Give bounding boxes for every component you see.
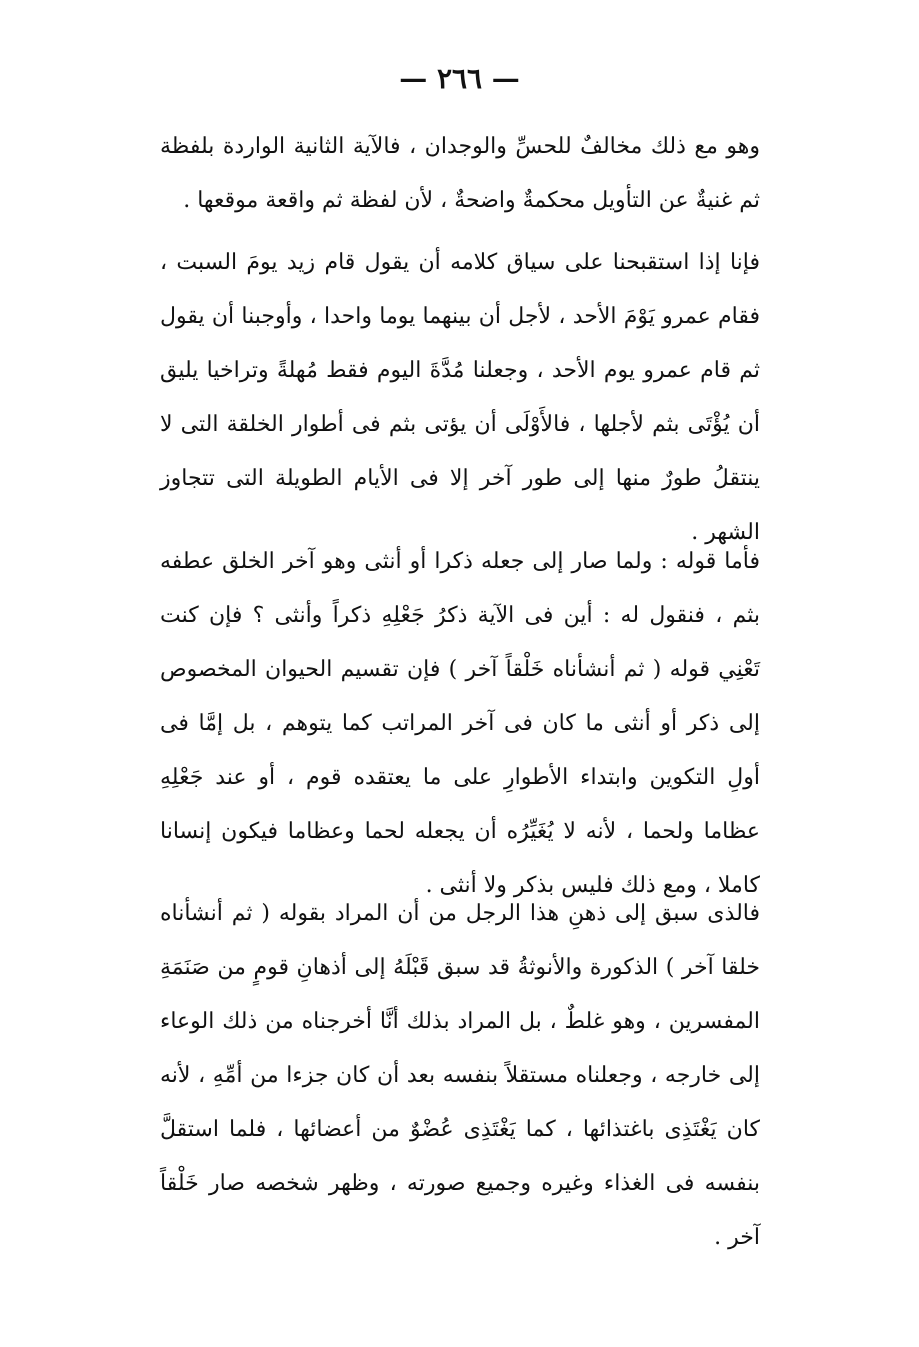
paragraph-3: فأما قوله : ولما صار إلى جعله ذكرا أو أنثى وهو آخر الخلق عطفه بثم ، فنقول له : أين فى الآية ذكرُ جَعْلِهِ ذكراً وأنثى ؟ فإن كنت تَعْنِي قوله ( ثم أنشأناه خَلْقاً آخر ) فإن تقسيم الحيوان المخصوص إلى ذكر أو أنثى ما كان فى آخر المراتب كما يتوهم ، بل إمَّا فى أولِ التكوين وابتداء الأطوارِ على ما يعتقده قوم ، أو عند جَعْلِهِ عظاما ولحما ، لأنه لا يُغَيِّرُه أن يجعله لحما وعظاما فيكون إنسانا كاملا ، ومع ذلك فليس بذكر ولا أنثى . — [160, 549, 760, 898]
paragraph-2: فإنا إذا استقبحنا على سياق كلامه أن يقول قام زيد يومَ السبت ، فقام عمرو يَوْمَ الأحد ، لأجل أن بينهما يوما واحدا ، وأوجبنا أن يقول ثم قام عمرو يوم الأحد ، وجعلنا مُدَّةَ اليوم فقط مُهلةً وتراخيا يليق أن يُؤْتَى بثم لأجلها ، فالأَوْلَى أن يؤتى بثم فى أطوار الخلقة التى لا ينتقلُ طورٌ منها إلى طور آخر إلا فى الأيام الطويلة التى تتجاوز الشهر . — [160, 250, 760, 545]
page-number: — ٢٦٦ — — [399, 62, 520, 95]
paragraph-1-block — [160, 120, 760, 228]
paragraph-4: فالذى سبق إلى ذهنِ هذا الرجل من أن المراد بقوله ( ثم أنشأناه خلقا آخر ) الذكورة والأنوثةُ قد سبق قَبْلَهُ إلى أذهانِ قومٍ من صَنَمَةِ المفسرين ، وهو غلطٌ ، بل المراد بذلك أنَّا أخرجناه من ذلك الوعاء إلى خارجه ، وجعلناه مستقلاً بنفسه بعد أن كان جزءا من أمِّهِ ، لأنه كان يَغْتَذِى باغتذائها ، كما يَغْتَذِى عُضْوٌ من أعضائها ، فلما استقلَّ بنفسه فى الغذاء وغيره وجميع صورته ، وظهر شخصه صار خَلْقاً آخر . — [160, 901, 760, 1250]
paragraph-3-block — [160, 535, 760, 913]
paragraph-2-block — [160, 236, 760, 560]
paragraph-4-block — [160, 887, 760, 1265]
paragraph-1: وهو مع ذلك مخالفٌ للحسِّ والوجدان ، فالآية الثانية الواردة بلفظة ثم غنيةٌ عن التأويل محكمةٌ واضحةٌ ، لأن لفظة ثم واقعة موقعها . — [160, 134, 760, 213]
